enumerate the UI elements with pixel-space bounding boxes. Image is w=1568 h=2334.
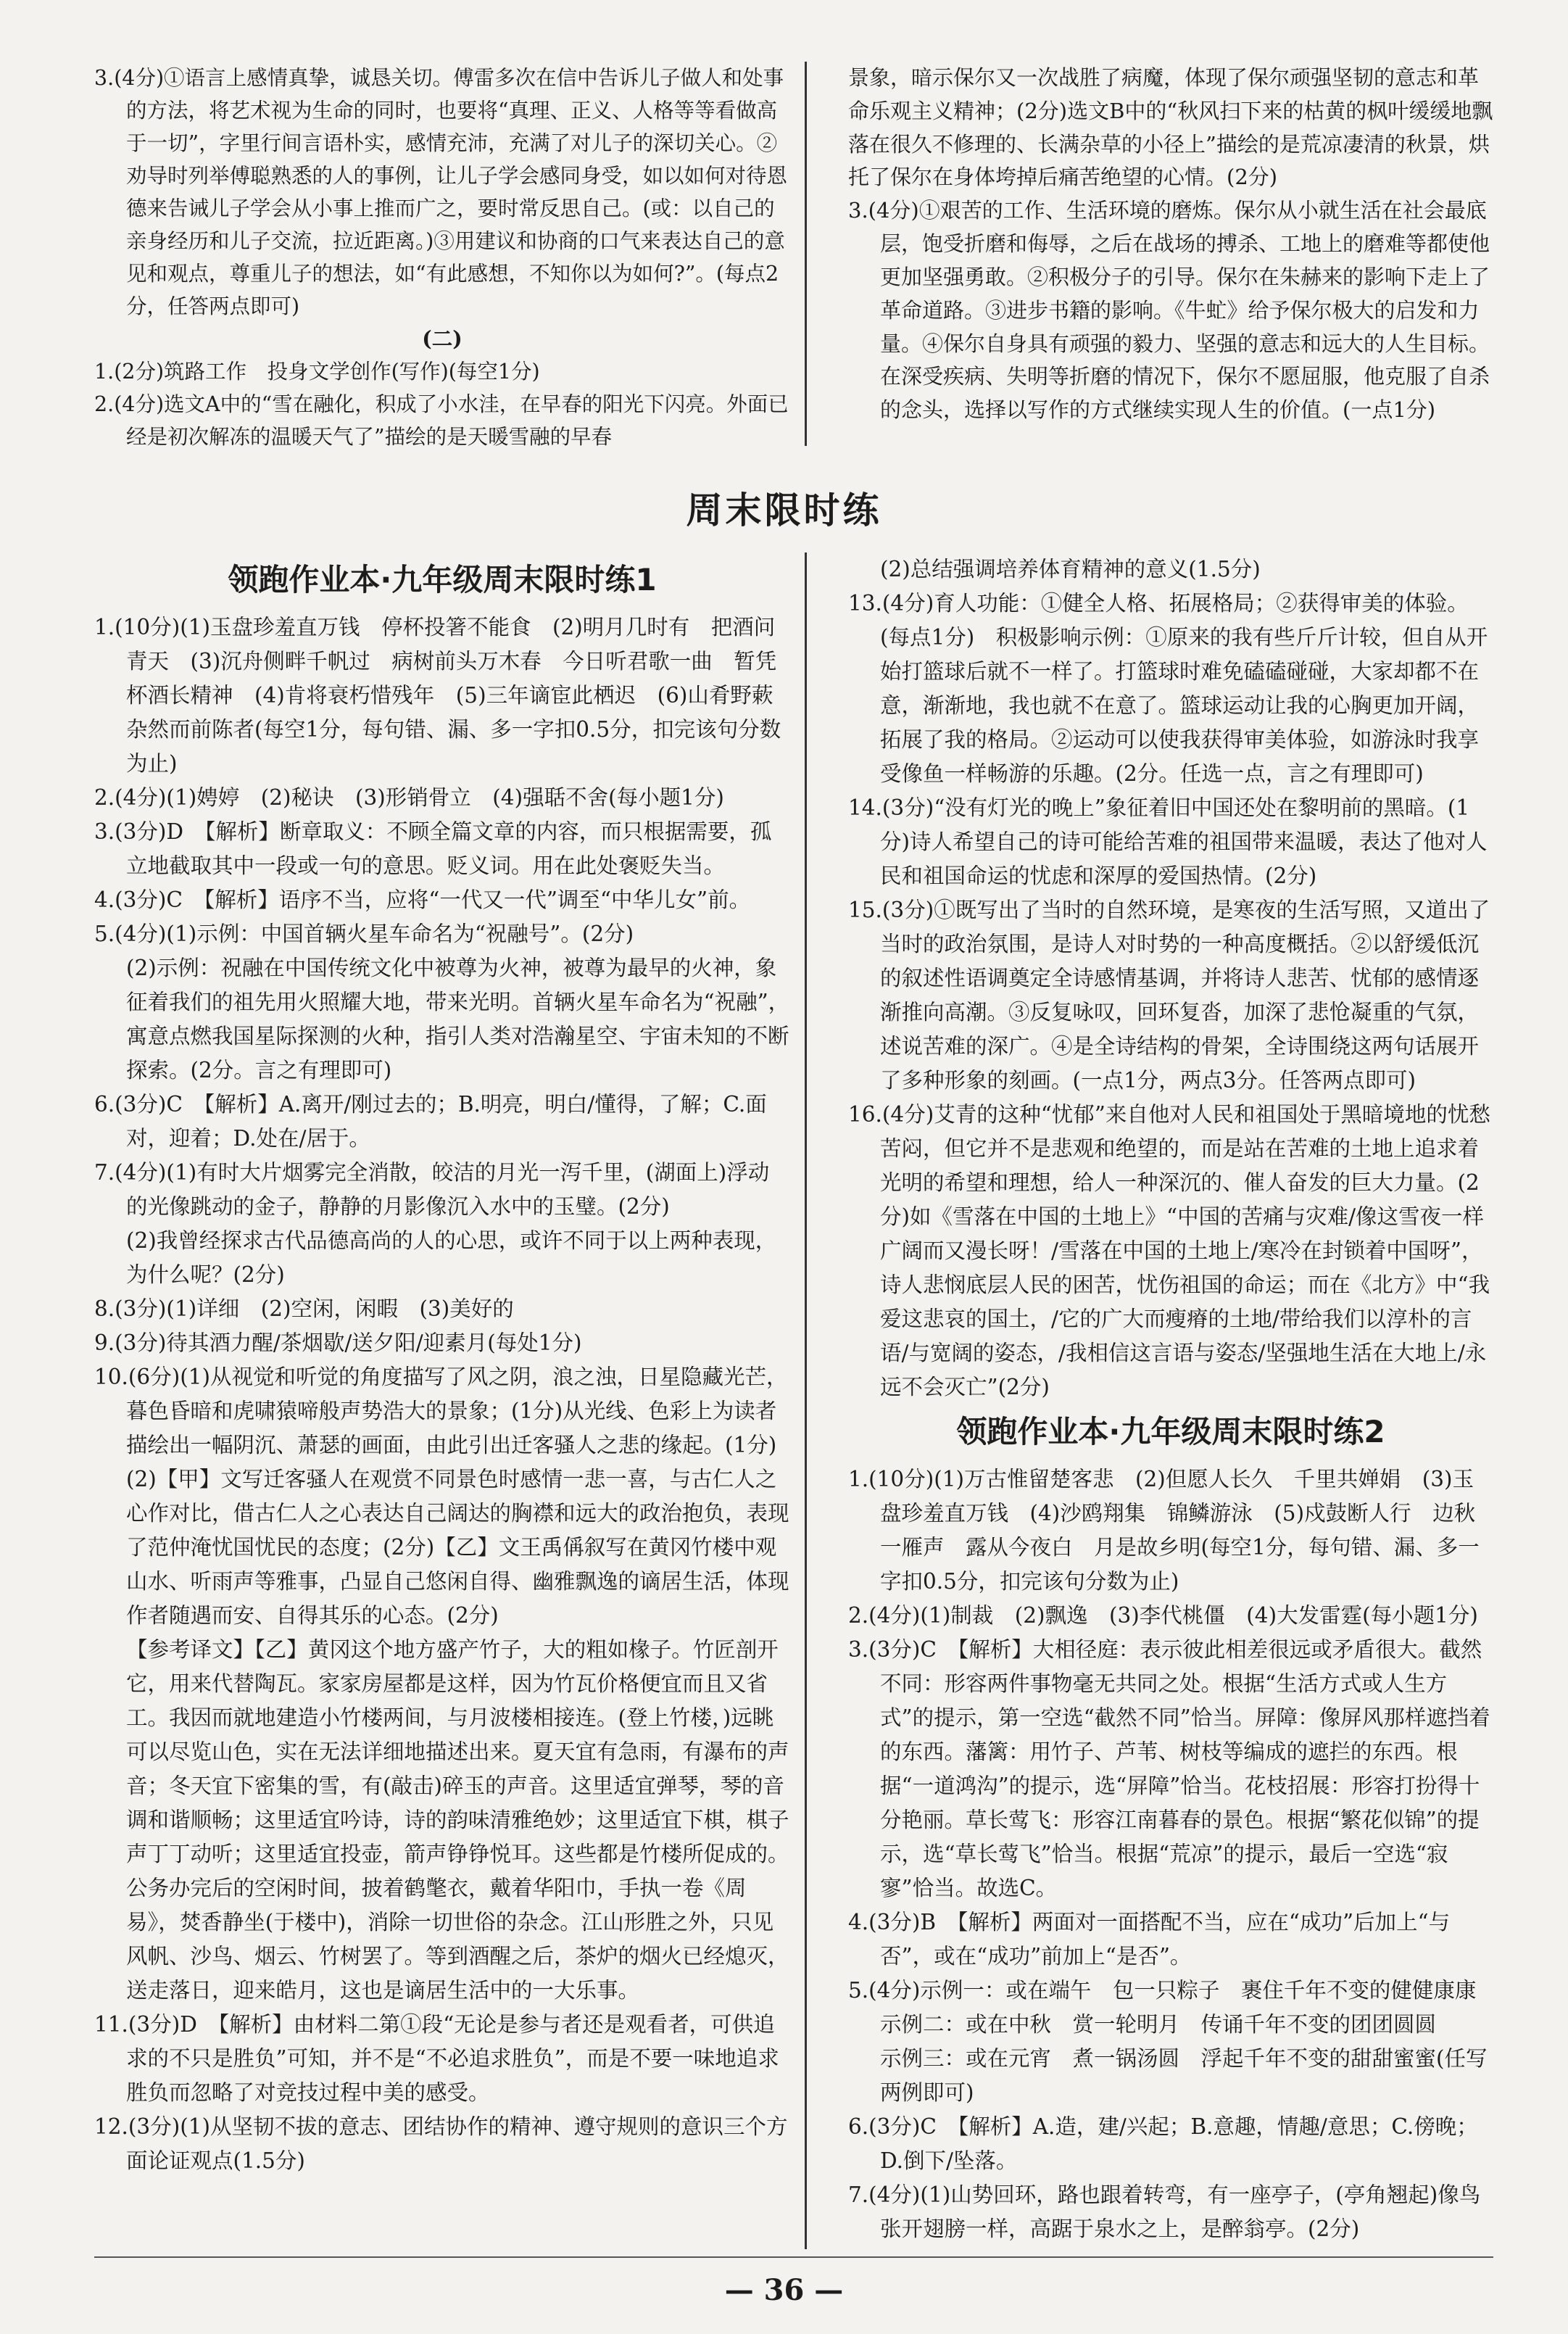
right-column: [848, 553, 1493, 2246]
answer-item: 2.(4分)选文A中的“雪在融化，积成了小水洼，在早春的阳光下闪亮。外面已经是初次解冻的温暖天气了”描绘的是天暖雪融的早春: [94, 392, 789, 450]
answer-subpart: (2)总结强调培养体育精神的意义(1.5分): [880, 557, 1261, 582]
answer-item: 3.(4分)①语言上感情真挚，诚恳关切。傅雷多次在信中告诉儿子做人和处事的方法，将艺术视为生命的同时，也要将“真理、正义、人格等等看做高于一切”，字里行间言语朴实，感情充沛，充满了对儿子的深切关心。②劝导时列举傅聪熟悉的人的事例，让儿子学会感同身受，如以如何对待恩德来告诫儿子学会从小事上推而广之，要时常反思自己。(或：以自己的亲身经历和儿子交流，拉近距离。)③用建议和协商的口气来表达自己的意见和观点，尊重儿子的想法，如“有此感想，不知你以为如何?”。(每点2分，任答两点即可): [94, 66, 788, 319]
answer-subpart: (2)我曾经探求古代品德高尚的人的心思，或许不同于以上两种表现，为什么呢？(2分): [126, 1228, 777, 1287]
section-title: 领跑作业本·九年级周末限时练1: [228, 562, 657, 597]
answer-item: 12.(3分)(1)从坚韧不拔的意志、团结协作的精神、遵守规则的意识三个方面论证观点(1.5分): [94, 2114, 788, 2173]
top-left-column: [94, 62, 790, 453]
answer-item: 4.(3分)C 【解析】语序不当，应将“一代又一代”调至“中华儿女”前。: [94, 887, 751, 912]
column-divider: [805, 553, 807, 2249]
footer-rule: [94, 2256, 1493, 2258]
answer-item: 6.(3分)C 【解析】A.造，建/兴起；B.意趣，情趣/意思；C.傍晚；D.倒下/坠落。: [848, 2114, 1478, 2173]
answer-item: 3.(4分)①艰苦的工作、生活环境的磨炼。保尔从小就生活在社会最底层，饱受折磨和侮辱，之后在战场的搏杀、工地上的磨难等都使他更加坚强勇敢。②积极分子的引导。保尔在朱赫来的影响下走上了革命道路。③进步书籍的影响。《牛虻》给予保尔极大的启发和力量。④保尔自身具有顽强的毅力、坚强的意志和远大的人生目标。在深受疾病、失明等折磨的情况下，保尔不愿屈服，他克服了自杀的念头，选择以写作的方式继续实现人生的价值。(一点1分): [848, 198, 1490, 423]
section-title: 领跑作业本·九年级周末限时练2: [956, 1414, 1385, 1449]
top-right-column: [848, 62, 1493, 427]
answer-subpart: 示例三：或在元宵 煮一锅汤圆 浮起千年不变的甜甜蜜蜜(任写两例即可): [880, 2046, 1488, 2105]
left-column: [94, 553, 795, 2178]
answer-subpart: (2)示例：祝融在中国传统文化中被尊为火神，被尊为最早的火神，象征着我们的祖先用火照耀大地，带来光明。首辆火星车命名为“祝融”，寓意点燃我国星际探测的火种，指引人类对浩瀚星空、宇宙未知的不断探索。(2分。言之有理即可): [126, 956, 790, 1083]
answer-item: 7.(4分)(1)有时大片烟雾完全消散，皎洁的月光一泻千里，(湖面上)浮动的光像跳动的金子，静静的月影像沉入水中的玉璧。(2分): [94, 1160, 770, 1219]
answer-item: 1.(2分)筑路工作 投身文学创作(写作)(每空1分): [94, 360, 540, 384]
top-column-divider: [805, 62, 807, 446]
answer-item: 4.(3分)B 【解析】两面对一面搭配不当，应在“成功”后加上“与否”，或在“成功”前加上“是否”。: [848, 1910, 1451, 1969]
answer-item: 3.(3分)D 【解析】断章取义：不顾全篇文章的内容，而只根据需要，孤立地截取其中一段或一句的意思。贬义词。用在此处褒贬失当。: [94, 819, 772, 878]
answer-item: 9.(3分)待其酒力醒/茶烟歇/送夕阳/迎素月(每处1分): [94, 1331, 582, 1355]
answer-subpart: 示例二：或在中秋 赏一轮明月 传诵千年不变的团团圆圆: [880, 2012, 1437, 2037]
answer-item: 2.(4分)(1)制裁 (2)飘逸 (3)李代桃僵 (4)大发雷霆(每小题1分): [848, 1603, 1478, 1628]
answer-item: 1.(10分)(1)玉盘珍羞直万钱 停杯投箸不能食 (2)明月几时有 把酒问青天 (3)沉舟侧畔千帆过 病树前头万木春 今日听君歌一曲 暂凭杯酒长精神 (4)肯将衰朽惜残年 (5)三年谪宦此栖迟 (6)山肴野蔌 杂然而前陈者(每空1分，每句错、漏、多一字扣0.5分，扣完该句分数为止): [94, 615, 795, 776]
answer-item: 11.(3分)D 【解析】由材料二第①段“无论是参与者还是观看者，可供追求的不只是胜负”可知，并不是“不必追求胜负”，而是不要一味地追求胜负而忽略了对竞技过程中美的感受。: [94, 2012, 779, 2105]
answer-item: 1.(10分)(1)万古惟留楚客悲 (2)但愿人长久 千里共婵娟 (3)玉盘珍羞直万钱 (4)沙鸥翔集 锦鳞游泳 (5)戍鼓断人行 边秋一雁声 露从今夜白 月是故乡明(每空1分，每句错、漏、多一字扣0.5分，扣完该句分数为止): [848, 1467, 1480, 1594]
answer-item: 14.(3分)“没有灯光的晚上”象征着旧中国还处在黎明前的黑暗。(1分)诗人希望自己的诗可能给苦难的祖国带来温暖，表达了他对人民和祖国命运的忧虑和深厚的爱国热情。(2分): [848, 795, 1488, 888]
answer-item: 7.(4分)(1)山势回环，路也跟着转弯，有一座亭子，(亭角翘起)像鸟张开翅膀一样，高踞于泉水之上，是醉翁亭。(2分): [848, 2182, 1481, 2241]
subsection-heading: (二): [422, 326, 462, 352]
answer-item: 2.(4分)(1)娉婷 (2)秘诀 (3)形销骨立 (4)强聒不舍(每小题1分): [94, 785, 724, 810]
page-title: 周末限时练: [686, 489, 882, 531]
answer-item: 3.(3分)C 【解析】大相径庭：表示彼此相差很远或矛盾很大。截然不同：形容两件事物毫无共同之处。根据“生活方式或人生方式”的提示，第一空选“截然不同”恰当。屏障：像屏风那样遮挡着的东西。藩篱：用竹子、芦苇、树枝等编成的遮拦的东西。根据“一道鸿沟”的提示，选“屏障”恰当。花枝招展：形容打扮得十分艳丽。草长莺飞：形容江南暮春的景色。根据“繁花似锦”的提示，选“草长莺飞”恰当。根据“荒凉”的提示，最后一空选“寂寥”恰当。故选C。: [848, 1637, 1490, 1900]
answer-item: 16.(4分)艾青的这种“忧郁”来自他对人民和祖国处于黑暗境地的忧愁苦闷，但它并不是悲观和绝望的，而是站在苦难的土地上追求着光明的希望和理想，给人一种深沉的、催人奋发的巨大力量。(2分)如《雪落在中国的土地上》“中国的苦痛与灾难/像这雪夜一样广阔而又漫长呀！/雪落在中国的土地上/寒冷在封锁着中国呀”，诗人悲悯底层人民的困苦，忧伤祖国的命运；而在《北方》中“我爱这悲哀的国土，/它的广大而瘦瘠的土地/带给我们以淳朴的言语/与宽阔的姿态，/我相信这言语与姿态/坚强地生活在大地上/永远不会灭亡”(2分): [848, 1102, 1490, 1399]
answer-continuation: 景象，暗示保尔又一次战胜了病魔，体现了保尔顽强坚韧的意志和革命乐观主义精神；(2分)选文B中的“秋风扫下来的枯黄的枫叶缓缓地飘落在很久不修理的、长满杂草的小径上”描绘的是荒凉凄清的秋景，烘托了保尔在身体垮掉后痛苦绝望的心情。(2分): [848, 65, 1493, 190]
answer-item: 13.(4分)育人功能：①健全人格、拓展格局；②获得审美的体验。(每点1分) 积极影响示例：①原来的我有些斤斤计较，但自从开始打篮球后就不一样了。打篮球时难免磕磕碰碰，大家却都不在意，渐渐地，我也就不在意了。篮球运动让我的心胸更加开阔，拓展了我的格局。②运动可以使我获得审美体验，如游泳时我享受像鱼一样畅游的乐趣。(2分。任选一点，言之有理即可): [848, 591, 1488, 786]
answer-subpart: (2)【甲】文写迁客骚人在观赏不同景色时感情一悲一喜，与古仁人之心作对比，借古仁人之心表达自己阔达的胸襟和远大的政治抱负，表现了范仲淹忧国忧民的态度；(2分)【乙】文王禹偁叙写在黄冈竹楼中观山水、听雨声等雅事，凸显自己悠闲自得、幽雅飘逸的谪居生活，体现作者随遇而安、自得其乐的心态。(2分): [126, 1467, 789, 1628]
answer-item: 15.(3分)①既写出了当时的自然环境，是寒夜的生活写照，又道出了当时的政治氛围，是诗人对时势的一种高度概括。②以舒缓低沉的叙述性语调奠定全诗感情基调，并将诗人悲苦、忧郁的感情逐渐推向高潮。③反复咏叹，回环复沓，加深了悲怆凝重的气氛，述说苦难的深广。④是全诗结构的骨架，全诗围绕这两句话展开了多种形象的刻画。(一点1分，两点3分。任答两点即可): [848, 898, 1490, 1093]
answer-item: 5.(4分)(1)示例：中国首辆火星车命名为“祝融号”。(2分): [94, 922, 634, 946]
answer-item: 8.(3分)(1)详细 (2)空闲，闲暇 (3)美好的: [94, 1296, 514, 1321]
answer-subpart: 【参考译文】【乙】黄冈这个地方盛产竹子，大的粗如椽子。竹匠剖开它，用来代替陶瓦。家家房屋都是这样，因为竹瓦价格便宜而且又省工。我因而就地建造小竹楼两间，与月波楼相接连。(登上竹楼，)远眺可以尽览山色，实在无法详细地描述出来。夏天宜有急雨，有瀑布的声音；冬天宜下密集的雪，有(敲击)碎玉的声音。这里适宜弹琴，琴的音调和谐顺畅；这里适宜吟诗，诗的韵味清雅绝妙；这里适宜下棋，棋子声丁丁动听；这里适宜投壶，箭声铮铮悦耳。这些都是竹楼所促成的。公务办完后的空闲时间，披着鹤氅衣，戴着华阳巾，手执一卷《周易》，焚香静坐(于楼中)，消除一切世俗的杂念。江山形胜之外，只见风帆、沙鸟、烟云、竹树罢了。等到酒醒之后，茶炉的烟火已经熄灭，送走落日，迎来皓月，这也是谪居生活中的一大乐事。: [126, 1637, 789, 2003]
page-number: — 36 —: [724, 2273, 844, 2307]
answer-item: 5.(4分)示例一：或在端午 包一只粽子 裹住千年不变的健健康康: [848, 1978, 1477, 2003]
answer-item: 10.(6分)(1)从视觉和听觉的角度描写了风之阴，浪之浊，日星隐藏光芒，暮色昏暗和虎啸猿啼般声势浩大的景象；(1分)从光线、色彩上为读者描绘出一幅阴沉、萧瑟的画面，由此引出迁客骚人之悲的缘起。(1分): [94, 1365, 788, 1457]
answer-item: 6.(3分)C 【解析】A.离开/刚过去的；B.明亮，明白/懂得，了解；C.面对，迎着；D.处在/居于。: [94, 1092, 767, 1151]
